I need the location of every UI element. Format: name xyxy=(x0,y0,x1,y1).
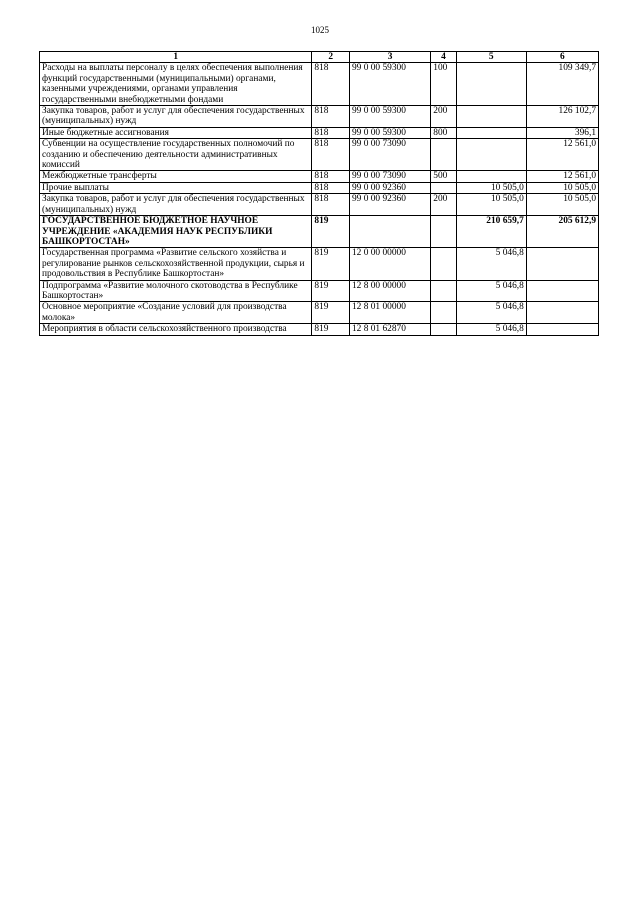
row-target-article: 12 8 00 00000 xyxy=(349,280,430,302)
row-target-article: 99 0 00 92360 xyxy=(349,182,430,193)
header-col-2: 2 xyxy=(312,52,350,63)
row-target-article: 12 0 00 00000 xyxy=(349,248,430,280)
row-amount-1: 5 046,8 xyxy=(456,302,526,324)
row-department-code: 819 xyxy=(312,280,350,302)
row-amount-1 xyxy=(456,127,526,138)
row-name: Мероприятия в области сельскохозяйственного производства xyxy=(40,324,312,335)
row-amount-2 xyxy=(526,248,598,280)
row-name: Субвенции на осуществление государственных полномочий по созданию и обеспечению деятельности административных комиссий xyxy=(40,139,312,171)
row-department-code: 818 xyxy=(312,127,350,138)
table-row xyxy=(40,280,599,302)
row-amount-1 xyxy=(456,63,526,106)
row-target-article: 99 0 00 59300 xyxy=(349,106,430,128)
row-amount-2: 205 612,9 xyxy=(526,216,598,248)
table-row xyxy=(40,248,599,280)
row-amount-2: 126 102,7 xyxy=(526,106,598,128)
row-amount-1 xyxy=(456,171,526,182)
row-target-article: 12 8 01 00000 xyxy=(349,302,430,324)
row-amount-1: 5 046,8 xyxy=(456,324,526,335)
row-amount-2: 10 505,0 xyxy=(526,182,598,193)
header-col-4: 4 xyxy=(431,52,456,63)
table-row xyxy=(40,302,599,324)
row-department-code: 819 xyxy=(312,302,350,324)
row-amount-2 xyxy=(526,302,598,324)
table-row xyxy=(40,106,599,128)
row-target-article: 12 8 01 62870 xyxy=(349,324,430,335)
row-expense-type: 800 xyxy=(431,127,456,138)
row-target-article: 99 0 00 73090 xyxy=(349,171,430,182)
row-name: Государственная программа «Развитие сельского хозяйства и регулирование рынков сельскохозяйственной продукции, сырья и продовольствия в Республике Башкортостан» xyxy=(40,248,312,280)
table-row xyxy=(40,324,599,335)
row-target-article: 99 0 00 73090 xyxy=(349,139,430,171)
row-expense-type xyxy=(431,216,456,248)
table-row xyxy=(40,127,599,138)
row-expense-type xyxy=(431,182,456,193)
row-amount-2: 12 561,0 xyxy=(526,139,598,171)
table-row xyxy=(40,182,599,193)
row-amount-1: 5 046,8 xyxy=(456,248,526,280)
row-expense-type: 100 xyxy=(431,63,456,106)
row-amount-1: 5 046,8 xyxy=(456,280,526,302)
row-department-code: 818 xyxy=(312,182,350,193)
row-amount-2: 10 505,0 xyxy=(526,194,598,216)
row-name: ГОСУДАРСТВЕННОЕ БЮДЖЕТНОЕ НАУЧНОЕ УЧРЕЖДЕНИЕ «АКАДЕМИЯ НАУК РЕСПУБЛИКИ БАШКОРТОСТАН» xyxy=(40,216,312,248)
row-name: Закупка товаров, работ и услуг для обеспечения государственных (муниципальных) нужд xyxy=(40,106,312,128)
row-expense-type: 200 xyxy=(431,106,456,128)
row-expense-type xyxy=(431,324,456,335)
row-target-article: 99 0 00 59300 xyxy=(349,127,430,138)
row-name: Расходы на выплаты персоналу в целях обеспечения выполнения функций государственными (муниципальными) органами, казенными учреждениями, органами управления государственными внебюджетными фондами xyxy=(40,63,312,106)
row-target-article: 99 0 00 59300 xyxy=(349,63,430,106)
header-col-1: 1 xyxy=(40,52,312,63)
table-row xyxy=(40,194,599,216)
row-expense-type xyxy=(431,248,456,280)
row-department-code: 818 xyxy=(312,171,350,182)
row-amount-1: 10 505,0 xyxy=(456,194,526,216)
row-name: Прочие выплаты xyxy=(40,182,312,193)
row-department-code: 818 xyxy=(312,194,350,216)
row-amount-2: 109 349,7 xyxy=(526,63,598,106)
row-name: Иные бюджетные ассигнования xyxy=(40,127,312,138)
row-target-article: 99 0 00 92360 xyxy=(349,194,430,216)
header-col-6: 6 xyxy=(526,52,598,63)
table-row xyxy=(40,63,599,106)
row-name: Закупка товаров, работ и услуг для обеспечения государственных (муниципальных) нужд xyxy=(40,194,312,216)
row-target-article xyxy=(349,216,430,248)
row-name: Подпрограмма «Развитие молочного скотоводства в Республике Башкортостан» xyxy=(40,280,312,302)
table-row xyxy=(40,139,599,171)
row-amount-1 xyxy=(456,106,526,128)
header-col-5: 5 xyxy=(456,52,526,63)
table-row xyxy=(40,216,599,248)
row-amount-2: 12 561,0 xyxy=(526,171,598,182)
row-amount-1: 210 659,7 xyxy=(456,216,526,248)
row-department-code: 819 xyxy=(312,216,350,248)
row-department-code: 819 xyxy=(312,248,350,280)
table-row xyxy=(40,171,599,182)
header-col-3: 3 xyxy=(349,52,430,63)
row-amount-2 xyxy=(526,324,598,335)
row-expense-type xyxy=(431,302,456,324)
header-row xyxy=(40,52,599,63)
row-expense-type: 200 xyxy=(431,194,456,216)
row-department-code: 819 xyxy=(312,324,350,335)
row-amount-2: 396,1 xyxy=(526,127,598,138)
row-department-code: 818 xyxy=(312,63,350,106)
row-expense-type: 500 xyxy=(431,171,456,182)
budget-table xyxy=(39,51,599,336)
row-department-code: 818 xyxy=(312,139,350,171)
row-amount-1 xyxy=(456,139,526,171)
row-department-code: 818 xyxy=(312,106,350,128)
row-amount-1: 10 505,0 xyxy=(456,182,526,193)
row-name: Основное мероприятие «Создание условий для производства молока» xyxy=(40,302,312,324)
row-expense-type xyxy=(431,280,456,302)
row-name: Межбюджетные трансферты xyxy=(40,171,312,182)
row-expense-type xyxy=(431,139,456,171)
page-number: 1025 xyxy=(311,25,329,35)
row-amount-2 xyxy=(526,280,598,302)
